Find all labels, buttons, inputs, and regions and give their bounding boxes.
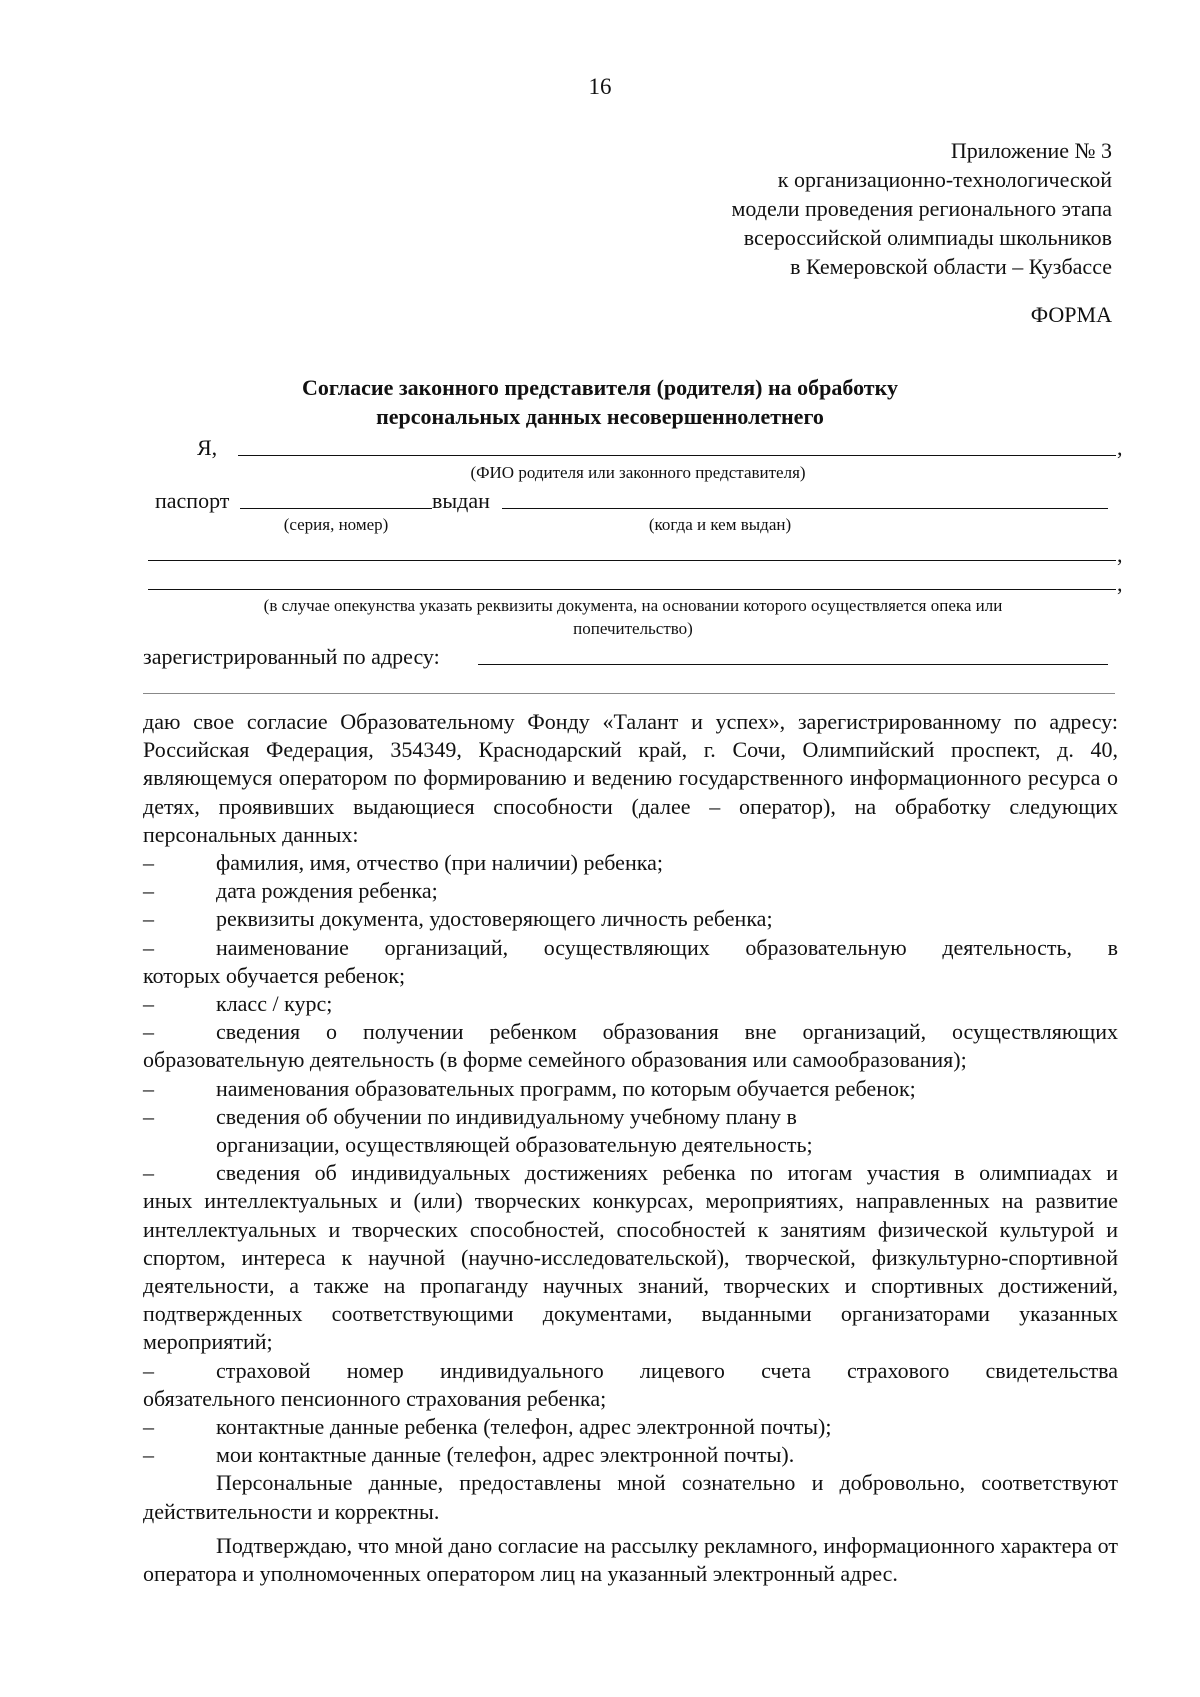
list-item-continuation: иных интеллектуальных и (или) творческих конкурсах, мероприятиях, направленных на развитие интеллектуальных и творческих способностей, способностей к занятиям физической культурой и спортом, интереса к научной (научно-исследовательской), творческой, физкультурно-спортивной деятельности, а также на пропаганду научных знаний, творческих и спортивных достижений, подтвержденных соответствующими документами, выданными организаторами указанных мероприятий; [143, 1188, 1118, 1355]
list-item: – мои контактные данные (телефон, адрес электронной почты). [143, 1442, 795, 1468]
issued-caption: (когда и кем выдан) [648, 515, 792, 534]
list-item: – реквизиты документа, удостоверяющего личность ребенка; [143, 906, 773, 932]
appendix-line: модели проведения регионального этапа [731, 196, 1112, 221]
page-number: 16 [588, 74, 612, 99]
appendix-line: в Кемеровской области – Кузбассе [790, 254, 1112, 279]
address-field-2[interactable] [143, 693, 1115, 694]
list-item-continuation: образовательную деятельность (в форме семейного образования или самообразования); [143, 1047, 967, 1073]
appendix-line: всероссийской олимпиады школьников [743, 225, 1112, 250]
consent-body [143, 708, 1118, 1588]
guardian-caption: попечительство) [573, 619, 693, 638]
list-item: – сведения об индивидуальных достижениях ребенка по итогам участия в олимпиадах и [143, 1160, 1118, 1186]
guardian-caption: (в случае опекунства указать реквизиты документа, на основании которого осуществляется опека или [263, 596, 1003, 615]
title-line: Согласие законного представителя (родителя) на обработку [302, 375, 898, 400]
list-item: – класс / курс; [143, 991, 333, 1017]
list-item: – наименование организаций, осуществляющих образовательную деятельность, в [143, 934, 1118, 960]
list-item: – дата рождения ребенка; [143, 878, 438, 904]
title-line: персональных данных несовершеннолетнего [376, 404, 824, 429]
list-item: – сведения о получении ребенком образования вне организаций, осуществляющих [143, 1019, 1118, 1045]
confirmation-paragraph: Подтверждаю, что мной дано согласие на рассылку рекламного, информационного характера от оператора и уполномоченных оператором лиц на указанный электронный адрес. [143, 1532, 1118, 1587]
appendix-line: к организационно-технологической [777, 167, 1112, 192]
fio-field[interactable] [238, 455, 1116, 456]
list-item-continuation: организации, осуществляющей образовательную деятельность; [216, 1132, 813, 1158]
comma: , [1117, 435, 1123, 460]
form-label: ФОРМА [1030, 302, 1112, 327]
issued-label: выдан [432, 488, 490, 513]
ya-label: Я, [197, 435, 218, 460]
series-caption: (серия, номер) [283, 515, 389, 534]
list-item: – страховой номер индивидуального лицевого счета страхового свидетельства [143, 1357, 1118, 1383]
list-item: – сведения об обучении по индивидуальному учебному плану в [143, 1103, 797, 1129]
personal-data-paragraph: Персональные данные, предоставлены мной сознательно и добровольно, соответствуют действительности и корректны. [143, 1470, 1118, 1524]
passport-series-field[interactable] [240, 508, 432, 509]
list-item: – контактные данные ребенка (телефон, адрес электронной почты); [143, 1414, 832, 1440]
address-field[interactable] [478, 664, 1108, 665]
passport-label: паспорт [155, 488, 230, 513]
list-item-continuation: обязательного пенсионного страхования ребенка; [143, 1385, 607, 1411]
address-label: зарегистрированный по адресу: [143, 644, 440, 669]
intro-paragraph: даю свое согласие Образовательному Фонду «Талант и успех», зарегистрированному по адресу: Российская Федерация, 354349, Краснодарский край, г. Сочи, Олимпийский проспект, д. 40, являющемуся оператором по формированию и ведению государственного информационного ресурса о детях, проявивших выдающиеся способности (далее – оператор), на обработку следующих персональных данных: [143, 709, 1118, 847]
list-item: – фамилия, имя, отчество (при наличии) ребенка; [143, 850, 663, 876]
list-item: – наименования образовательных программ, по которым обучается ребенок; [143, 1075, 916, 1101]
passport-issued-field[interactable] [502, 508, 1108, 509]
guardian-doc-field-2[interactable] [148, 589, 1116, 590]
comma: , [1117, 571, 1123, 596]
list-item-continuation: которых обучается ребенок; [143, 962, 406, 988]
appendix-header [412, 136, 1112, 281]
fio-caption: (ФИО родителя или законного представителя) [470, 463, 806, 482]
comma: , [1117, 542, 1123, 567]
document-title [0, 373, 1200, 431]
guardian-doc-field-1[interactable] [148, 560, 1116, 561]
appendix-line: Приложение № 3 [950, 138, 1112, 163]
